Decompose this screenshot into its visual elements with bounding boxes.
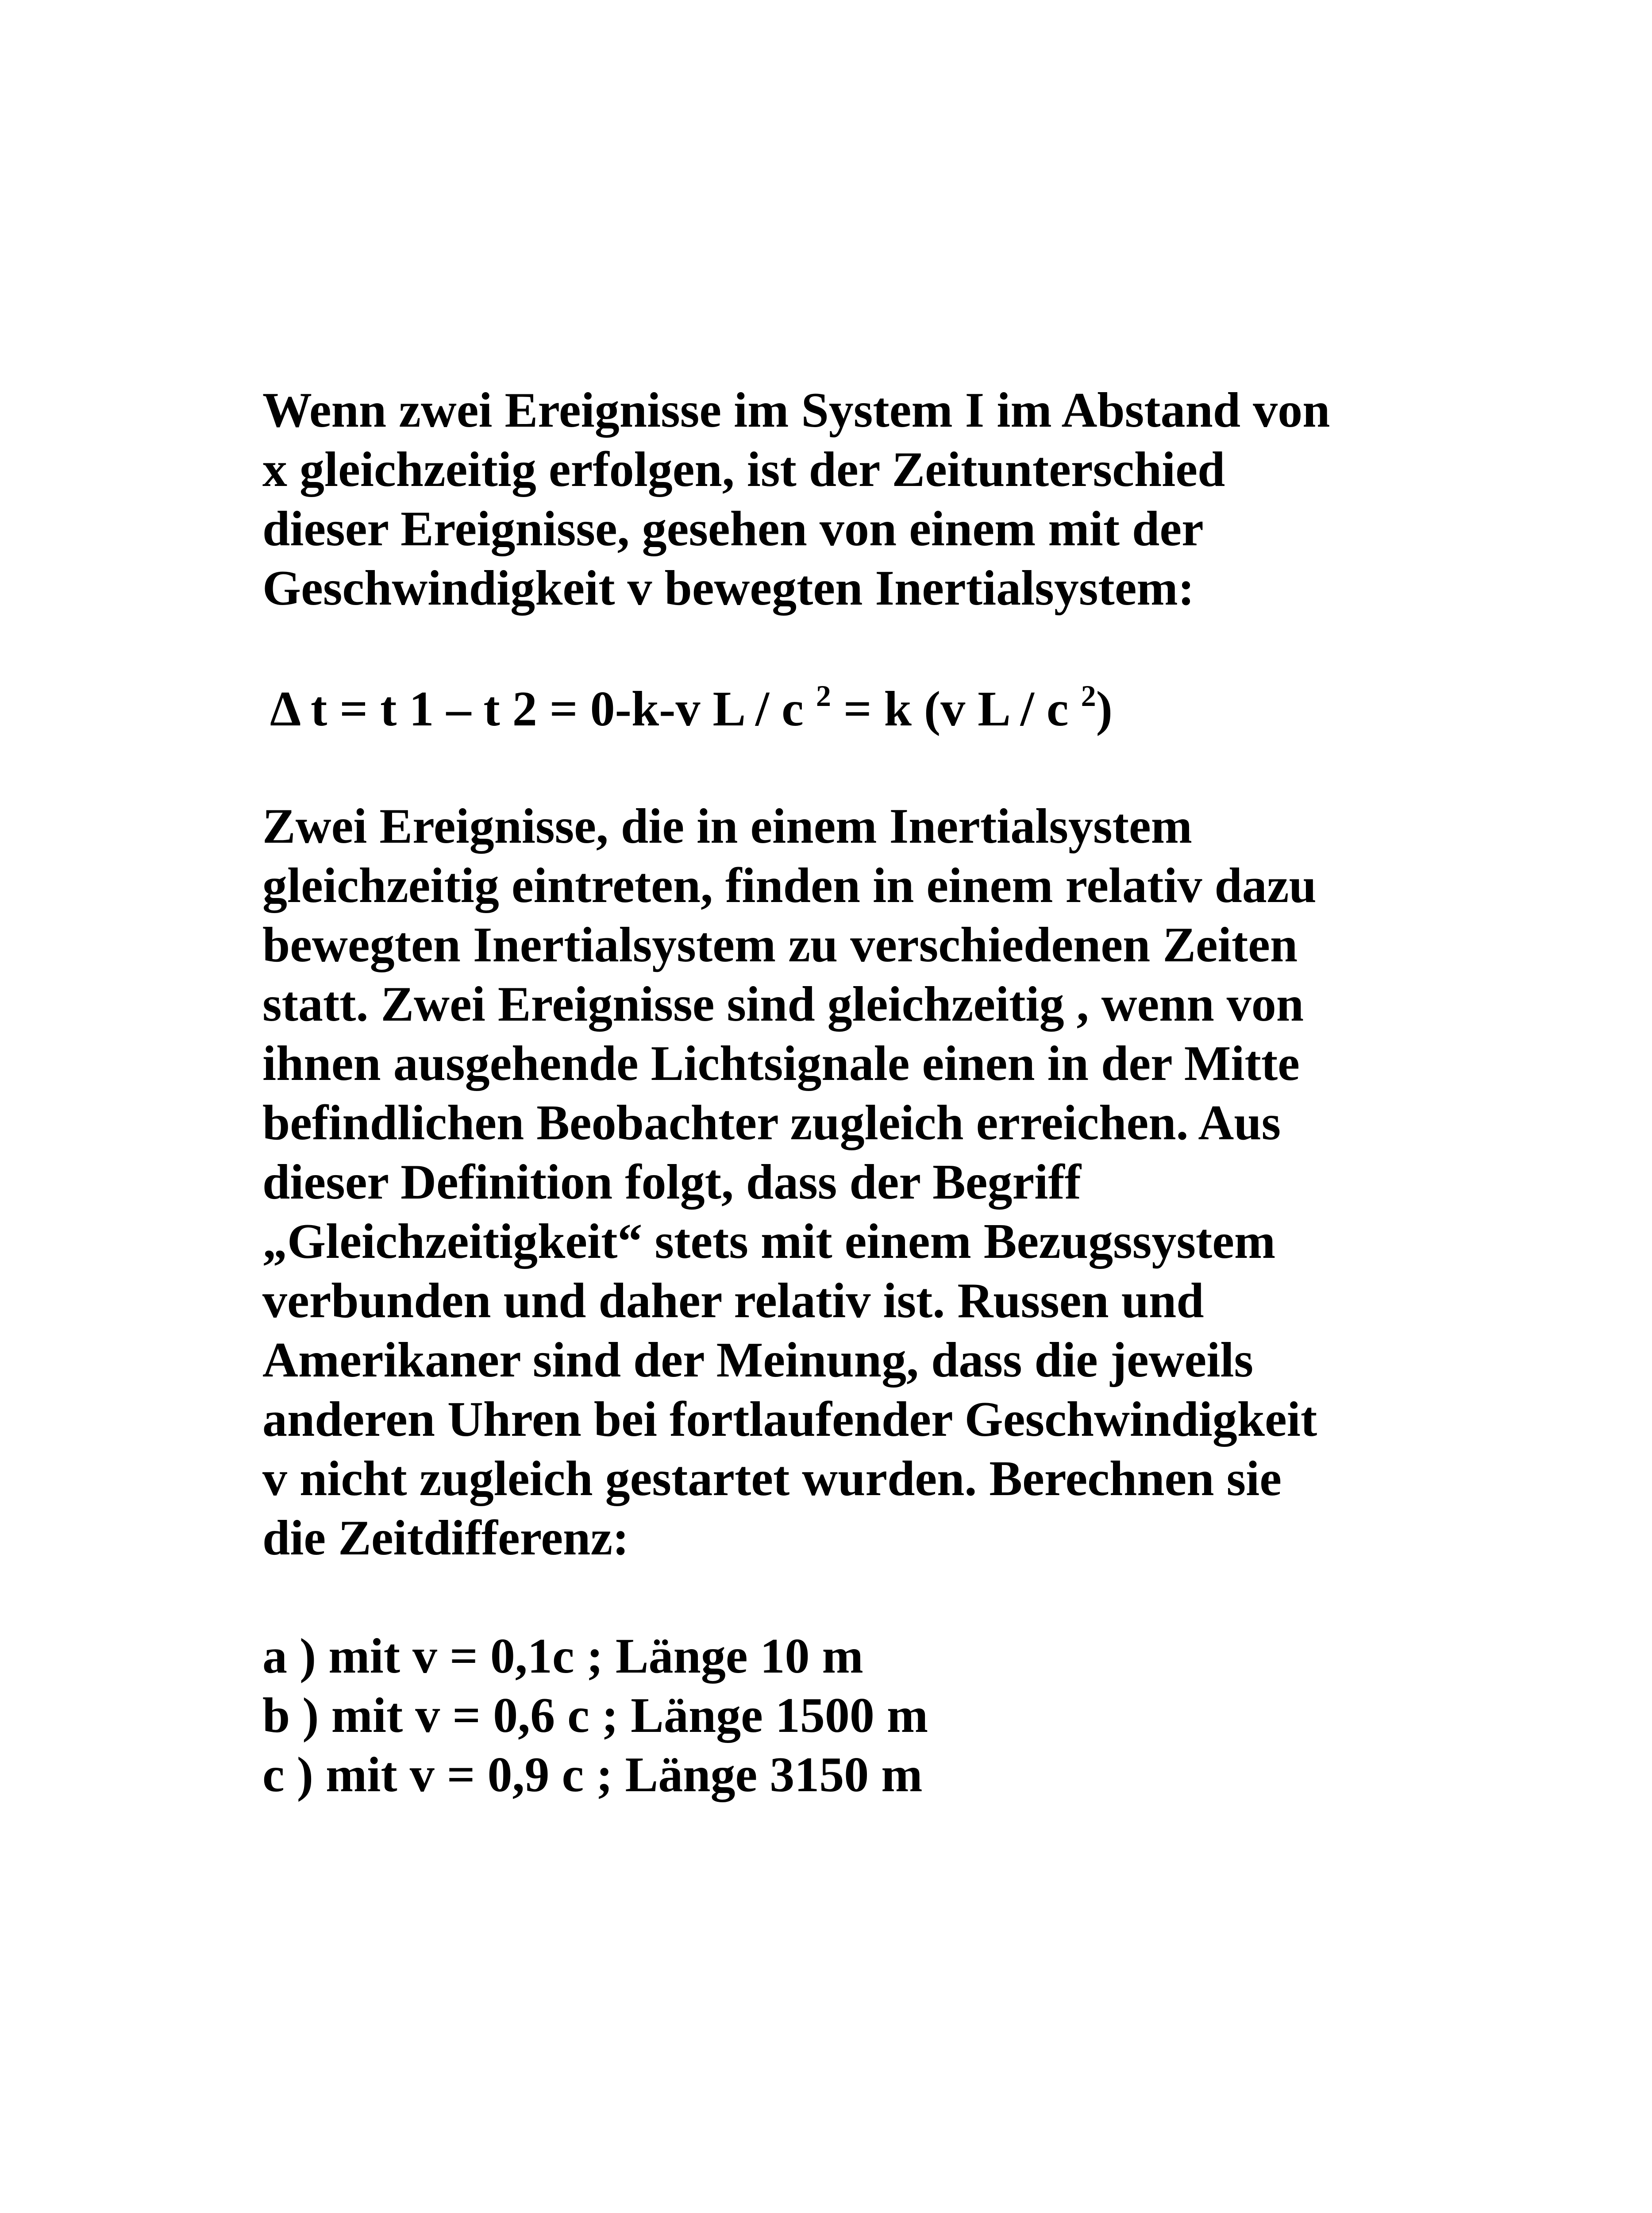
text-line: befindlichen Beobachter zugleich erreichen. Aus (262, 1095, 1281, 1150)
text-line: bewegten Inertialsystem zu verschiedenen Zeiten (262, 918, 1298, 972)
task-item-a: a ) mit v = 0,1c ; Länge 10 m (262, 1629, 863, 1684)
task-item-c: c ) mit v = 0,9 c ; Länge 3150 m (262, 1747, 923, 1802)
text-line: anderen Uhren bei fortlaufender Geschwindigkeit (262, 1392, 1317, 1447)
text-line: dieser Definition folgt, dass der Begriff (262, 1155, 1081, 1210)
formula-exponent: 2 (1081, 679, 1096, 713)
time-difference-formula (270, 679, 1113, 739)
text-line: Geschwindigkeit v bewegten Inertialsystem: (262, 561, 1195, 616)
text-line: ihnen ausgehende Lichtsignale einen in der Mitte (262, 1036, 1300, 1091)
text-line: Amerikaner sind der Meinung, dass die jeweils (262, 1333, 1254, 1388)
text-line: dieser Ereignisse, gesehen von einem mit der (262, 501, 1204, 556)
formula-part: = k (v L / c (831, 682, 1081, 736)
formula-exponent: 2 (816, 679, 831, 713)
text-line: Wenn zwei Ereignisse im System I im Abstand von (262, 383, 1330, 438)
text-line: „Gleichzeitigkeit“ stets mit einem Bezugssystem (262, 1214, 1276, 1269)
text-line: statt. Zwei Ereignisse sind gleichzeitig , wenn von (262, 977, 1304, 1032)
text-line: v nicht zugleich gestartet wurden. Berechnen sie (262, 1451, 1282, 1506)
text-line: gleichzeitig eintreten, finden in einem relativ dazu (262, 858, 1317, 913)
formula-part: Δ t = t 1 – t 2 = 0-k-v L / c (270, 682, 816, 736)
text-line: x gleichzeitig erfolgen, ist der Zeitunterschied (262, 442, 1225, 497)
text-line: die Zeitdifferenz: (262, 1511, 629, 1565)
formula-part: ) (1096, 682, 1113, 736)
task-item-b: b ) mit v = 0,6 c ; Länge 1500 m (262, 1688, 928, 1743)
text-line: verbunden und daher relativ ist. Russen und (262, 1273, 1204, 1328)
text-line: Zwei Ereignisse, die in einem Inertialsystem (262, 799, 1192, 854)
